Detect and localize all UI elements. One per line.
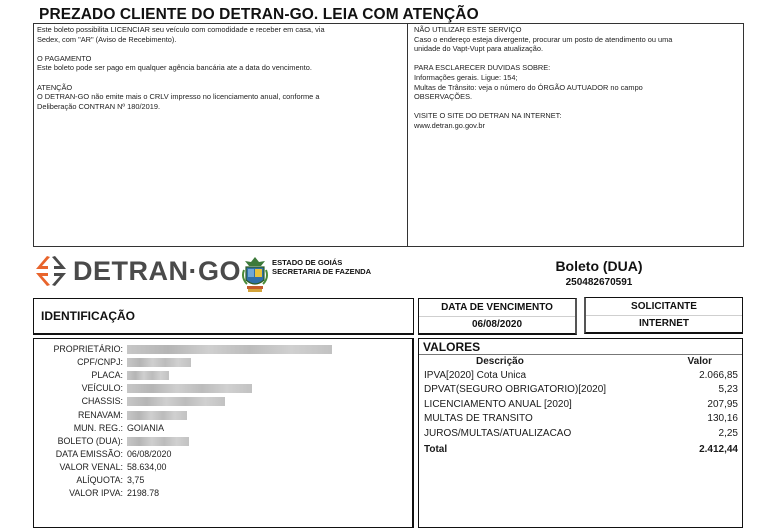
- solicitante-box: [584, 297, 743, 334]
- vencimento-value: 06/08/2020: [471, 319, 523, 330]
- field-label: RENAVAM:: [77, 409, 123, 420]
- field-row: [34, 461, 166, 474]
- website-link[interactable]: www.detran.go.gov.br: [414, 120, 485, 130]
- field-value: 58.634,00: [127, 461, 167, 472]
- valor-row: [424, 427, 738, 441]
- redacted-value: [127, 397, 225, 406]
- valores-header-row: [424, 355, 738, 369]
- field-value: 3,75: [127, 475, 145, 485]
- valor-amount: 2.066,85: [699, 370, 738, 381]
- field-label: BOLETO (DUA):: [57, 435, 123, 446]
- field-label: PLACA:: [91, 370, 123, 381]
- field-label: PROPRIETÁRIO:: [53, 344, 123, 354]
- notice-paragraph: [37, 25, 404, 44]
- field-label: ALÍQUOTA:: [76, 475, 123, 485]
- notice-heading: ATENÇÃO: [37, 82, 73, 92]
- valor-row: [424, 412, 738, 426]
- valor-descricao: JUROS/MULTAS/ATUALIZACAO: [424, 427, 572, 439]
- valor-descricao: DPVAT(SEGURO OBRIGATORIO)[2020]: [424, 384, 607, 396]
- field-label: VALOR VENAL:: [59, 461, 123, 472]
- solicitante-label: SOLICITANTE: [586, 298, 742, 316]
- notice-paragraph: [37, 83, 404, 112]
- total-label: Total: [424, 444, 448, 455]
- valor-row: [424, 398, 738, 412]
- valor-descricao: IPVA[2020] Cota Unica: [424, 370, 527, 381]
- field-value: 2198.78: [127, 488, 160, 499]
- valor-descricao: LICENCIAMENTO ANUAL [2020]: [424, 398, 572, 410]
- total-value: 2.412,44: [699, 444, 738, 455]
- identificacao-fields: [33, 338, 414, 528]
- notice-heading: VISITE O SITE DO DETRAN NA INTERNET:: [414, 111, 562, 121]
- notice-line: O DETRAN-GO não emite mais o CRLV impresso no licenciamento anual, conforme a: [37, 92, 320, 102]
- field-row: [34, 382, 252, 395]
- field-value: 06/08/2020: [127, 448, 172, 459]
- field-label: DATA EMISSÃO:: [55, 448, 123, 459]
- notice-paragraph: [37, 54, 404, 73]
- field-row: [34, 448, 171, 461]
- redacted-value: [127, 384, 252, 393]
- notice-heading: NÃO UTILIZAR ESTE SERVIÇO: [414, 25, 522, 34]
- notice-line: OBSERVAÇÕES.: [414, 92, 473, 102]
- notice-heading: O PAGAMENTO: [37, 53, 92, 63]
- col-descricao: Descrição: [476, 356, 524, 367]
- redacted-value: [127, 345, 332, 354]
- notice-box: [33, 23, 744, 247]
- field-label: CPF/CNPJ:: [77, 357, 123, 368]
- field-row: [34, 356, 191, 369]
- field-row: [34, 343, 332, 356]
- col-valor: Valor: [687, 356, 712, 367]
- notice-line: Multas de Trânsito: veja o número do ÓRGÃO AUTUADOR no campo: [414, 82, 643, 92]
- field-label: VALOR IPVA:: [69, 488, 123, 499]
- notice-line: Este boleto possibilita LICENCIAR seu veículo com comodidade e receber em casa, via: [37, 25, 325, 34]
- field-row: [34, 409, 187, 422]
- notice-line: Deliberação CONTRAN Nº 180/2019.: [37, 101, 161, 111]
- valor-amount: 2,25: [718, 427, 738, 439]
- field-row: [34, 487, 159, 500]
- field-row: [34, 422, 164, 435]
- notice-line: unidade do Vapt-Vupt para atualização.: [414, 44, 544, 54]
- notice-line: Este boleto pode ser pago em qualquer agência bancária ate a data do vencimento.: [37, 63, 312, 73]
- valor-amount: 5,23: [718, 384, 738, 396]
- valor-amount: 207,95: [707, 398, 738, 410]
- field-value: GOIANIA: [127, 422, 164, 433]
- redacted-value: [127, 371, 169, 380]
- notice-heading: PARA ESCLARECER DUVIDAS SOBRE:: [414, 63, 551, 73]
- vencimento-label: DATA DE VENCIMENTO: [419, 299, 575, 317]
- notice-line: Informações gerais. Ligue: 154;: [414, 72, 518, 82]
- vencimento-box: [418, 298, 577, 335]
- notice-line: Caso o endereço esteja divergente, procurar um posto de atendimento ou uma: [414, 34, 673, 44]
- redacted-value: [127, 437, 189, 446]
- notice-paragraph: [414, 25, 740, 54]
- valor-descricao: MULTAS DE TRANSITO: [424, 413, 533, 425]
- field-row: [34, 474, 144, 487]
- total-row: [424, 443, 738, 457]
- field-row: [34, 395, 225, 408]
- redacted-value: [127, 411, 187, 420]
- identificacao-header: [33, 298, 414, 335]
- valores-box: [418, 338, 743, 528]
- notice-right-column: [408, 24, 743, 246]
- field-label: MUN. REG.:: [73, 422, 123, 433]
- notice-left-column: [34, 24, 408, 246]
- notice-paragraph: [414, 111, 740, 130]
- goias-logo: [241, 256, 371, 294]
- goias-text: [272, 258, 371, 276]
- valor-row: [424, 383, 738, 397]
- notice-paragraph: [414, 63, 740, 101]
- detran-logo: [34, 254, 241, 288]
- notice-line: Sedex, com "AR" (Aviso de Recebimento).: [37, 34, 177, 44]
- field-label: VEÍCULO:: [81, 383, 123, 394]
- goias-state-name: ESTADO DE GOIÁS: [272, 258, 343, 267]
- valor-row: [424, 369, 738, 383]
- valores-title: VALORES: [419, 339, 742, 355]
- solicitante-value: INTERNET: [639, 318, 689, 329]
- boleto-number: 250482670591: [565, 277, 633, 288]
- boleto-title: Boleto (DUA): [555, 258, 643, 274]
- field-row: [34, 435, 189, 448]
- identificacao-title: IDENTIFICAÇÃO: [41, 309, 135, 323]
- field-label: CHASSIS:: [81, 396, 123, 407]
- page-title: PREZADO CLIENTE DO DETRAN-GO. LEIA COM ATENÇÃO: [39, 6, 479, 23]
- goias-secretaria: SECRETARIA DE FAZENDA: [272, 267, 372, 276]
- detran-wordmark: DETRAN·GO: [73, 255, 241, 286]
- valor-amount: 130,16: [707, 413, 738, 425]
- detran-arrows-icon: [34, 254, 68, 288]
- redacted-value: [127, 358, 191, 367]
- field-row: [34, 369, 169, 382]
- coat-of-arms-icon: [241, 256, 269, 294]
